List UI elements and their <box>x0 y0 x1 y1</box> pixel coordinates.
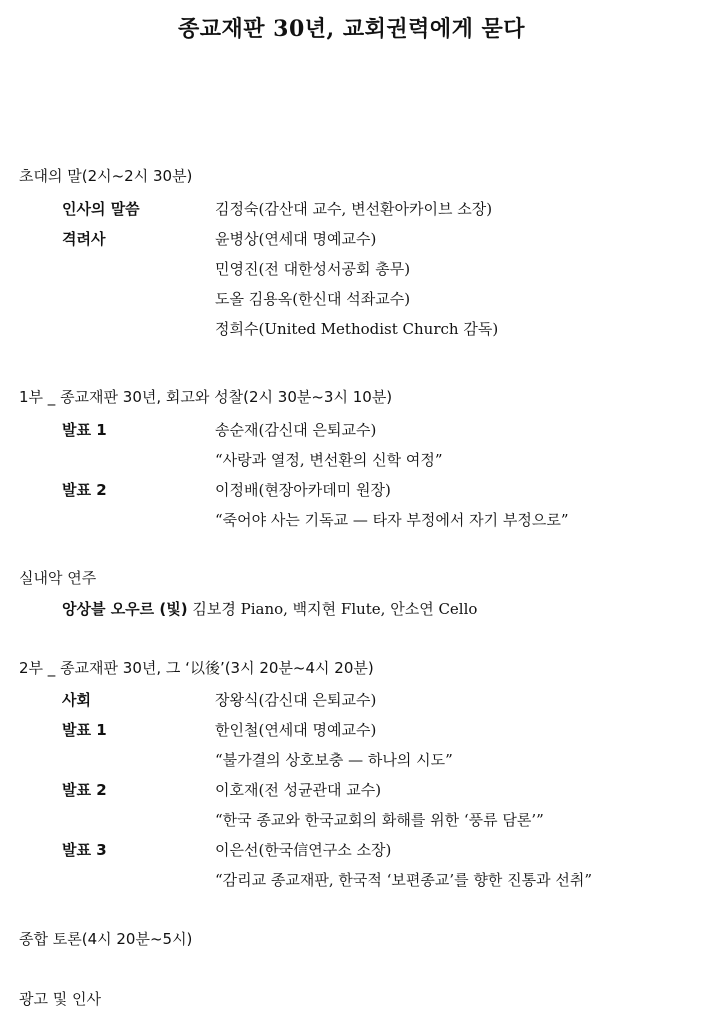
performers: 김보경 Piano, 백지현 Flute, 안소연 Cello <box>192 600 478 618</box>
section-heading-part2: 2부 _ 종교재판 30년, 그 ‘以後’(3시 20분~4시 20분) <box>19 659 374 677</box>
page-title: 종교재판 30년, 교회권력에게 묻다 <box>177 16 526 42</box>
row-label-presentation: 발표 3 <box>62 841 107 859</box>
row-value-presenter: 이은선(한국信연구소 소장) <box>215 841 392 859</box>
row-value-presenter: 송순재(감신대 은퇴교수) <box>215 421 377 439</box>
row-value-topic: “감리교 종교재판, 한국적 ‘보편종교’를 향한 진통과 선취” <box>215 871 593 889</box>
row-label-presentation: 발표 2 <box>62 481 107 499</box>
music-performance-line <box>62 598 477 619</box>
row-label-greeting: 인사의 말씀 <box>62 200 140 218</box>
section-heading-part1: 1부 _ 종교재판 30년, 회고와 성찰(2시 30분~3시 10분) <box>19 388 393 406</box>
row-value-speaker: 정희수(United Methodist Church 감독) <box>215 320 499 338</box>
ensemble-name: 앙상블 오우르 (빛) <box>62 600 188 618</box>
row-value-greeting: 김정숙(감산대 교수, 변선환아카이브 소장) <box>215 200 493 218</box>
row-label-presentation: 발표 2 <box>62 781 107 799</box>
row-value-speaker: 도올 김용옥(한신대 석좌교수) <box>215 290 411 308</box>
section-heading-music: 실내악 연주 <box>19 569 97 587</box>
row-value-topic: “죽어야 사는 기독교 — 타자 부정에서 자기 부정으로” <box>215 511 569 529</box>
section-heading-opening: 초대의 말(2시~2시 30분) <box>19 167 193 185</box>
row-value-topic: “불가결의 상호보충 — 하나의 시도” <box>215 751 453 769</box>
row-value-speaker: 민영진(전 대한성서공회 총무) <box>215 260 411 278</box>
row-label-encouragement: 격려사 <box>62 230 106 248</box>
section-heading-closing: 광고 및 인사 <box>19 990 101 1008</box>
row-value-presenter: 이정배(현장아카데미 원장) <box>215 481 391 499</box>
row-value-topic: “사랑과 열정, 변선환의 신학 여정” <box>215 451 443 469</box>
row-label-presentation: 발표 1 <box>62 421 107 439</box>
row-value-topic: “한국 종교와 한국교회의 화해를 위한 ‘풍류 담론’” <box>215 811 544 829</box>
row-value-moderator: 장왕식(감신대 은퇴교수) <box>215 691 377 709</box>
row-value-presenter: 한인철(연세대 명예교수) <box>215 721 377 739</box>
row-label-moderator: 사회 <box>62 691 91 709</box>
row-value-presenter: 이호재(전 성균관대 교수) <box>215 781 382 799</box>
section-heading-discussion: 종합 토론(4시 20분~5시) <box>19 930 193 948</box>
row-value-speaker: 윤병상(연세대 명예교수) <box>215 230 377 248</box>
row-label-presentation: 발표 1 <box>62 721 107 739</box>
